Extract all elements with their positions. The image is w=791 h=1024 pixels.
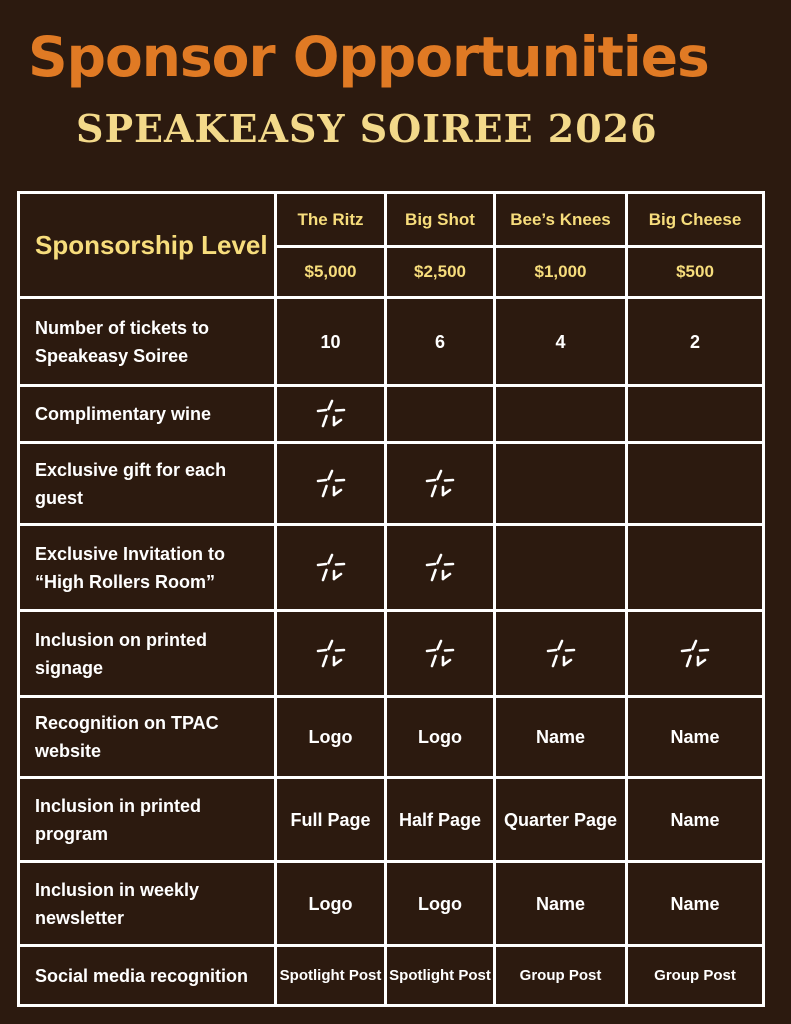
benefit-value: Spotlight Post [277, 947, 387, 1004]
benefit-label: Social media recognition [20, 947, 277, 1004]
star-icon [422, 636, 458, 672]
page-title: Sponsor Opportunities [28, 25, 709, 89]
tier-name: The Ritz [277, 194, 387, 248]
benefit-value: Half Page [387, 779, 496, 863]
tier-name: Big Shot [387, 194, 496, 248]
tier-price: $500 [628, 248, 762, 299]
tier-price: $1,000 [496, 248, 628, 299]
tier-name: Bee’s Knees [496, 194, 628, 248]
benefit-value: Name [628, 698, 762, 779]
tier-name: Big Cheese [628, 194, 762, 248]
benefit-label: Inclusion in printed program [20, 779, 277, 863]
benefit-value: 2 [628, 299, 762, 387]
benefit-label: Exclusive gift for each guest [20, 444, 277, 526]
star-icon [422, 466, 458, 502]
benefit-label: Inclusion in weekly newsletter [20, 863, 277, 947]
tier-price: $2,500 [387, 248, 496, 299]
benefit-empty-cell [628, 526, 762, 612]
benefit-label: Inclusion on printed signage [20, 612, 277, 698]
benefit-included-cell [277, 387, 387, 444]
benefit-value: Logo [387, 698, 496, 779]
sponsorship-level-header: Sponsorship Level [20, 194, 277, 299]
star-icon [543, 636, 579, 672]
benefit-label: Number of tickets to Speakeasy Soiree [20, 299, 277, 387]
benefit-included-cell [277, 444, 387, 526]
benefit-value: Logo [277, 863, 387, 947]
benefit-value: 10 [277, 299, 387, 387]
benefit-empty-cell [496, 526, 628, 612]
benefit-included-cell [496, 612, 628, 698]
benefit-value: Group Post [654, 967, 736, 984]
star-icon [313, 636, 349, 672]
benefit-label: Exclusive Invitation to “High Rollers Room” [20, 526, 277, 612]
benefit-value: Spotlight Post [387, 947, 496, 1004]
benefit-value: Name [496, 863, 628, 947]
star-icon [313, 550, 349, 586]
benefit-empty-cell [628, 387, 762, 444]
benefit-value: Full Page [277, 779, 387, 863]
benefit-empty-cell [496, 444, 628, 526]
benefit-empty-cell [387, 387, 496, 444]
benefit-value: Logo [387, 863, 496, 947]
benefit-value: Logo [277, 698, 387, 779]
benefit-value: Group Post [496, 947, 628, 1004]
star-icon [677, 636, 713, 672]
benefit-included-cell [387, 444, 496, 526]
benefit-included-cell [628, 612, 762, 698]
benefit-value: 4 [496, 299, 628, 387]
benefit-value: Name [496, 698, 628, 779]
sponsorship-table [17, 191, 765, 1007]
benefit-included-cell [277, 526, 387, 612]
benefit-empty-cell [628, 444, 762, 526]
benefit-empty-cell [496, 387, 628, 444]
event-subtitle: SPEAKEASY SOIREE 2026 [76, 106, 658, 151]
tier-price: $5,000 [277, 248, 387, 299]
benefit-value: Name [628, 863, 762, 947]
benefit-label: Complimentary wine [20, 387, 277, 444]
star-icon [313, 466, 349, 502]
benefit-included-cell [387, 526, 496, 612]
star-icon [422, 550, 458, 586]
benefit-value: Name [628, 779, 762, 863]
benefit-included-cell [277, 612, 387, 698]
benefit-value: Quarter Page [496, 779, 628, 863]
benefit-included-cell [387, 612, 496, 698]
benefit-label: Recognition on TPAC website [20, 698, 277, 779]
benefit-value: 6 [387, 299, 496, 387]
star-icon [313, 396, 349, 432]
